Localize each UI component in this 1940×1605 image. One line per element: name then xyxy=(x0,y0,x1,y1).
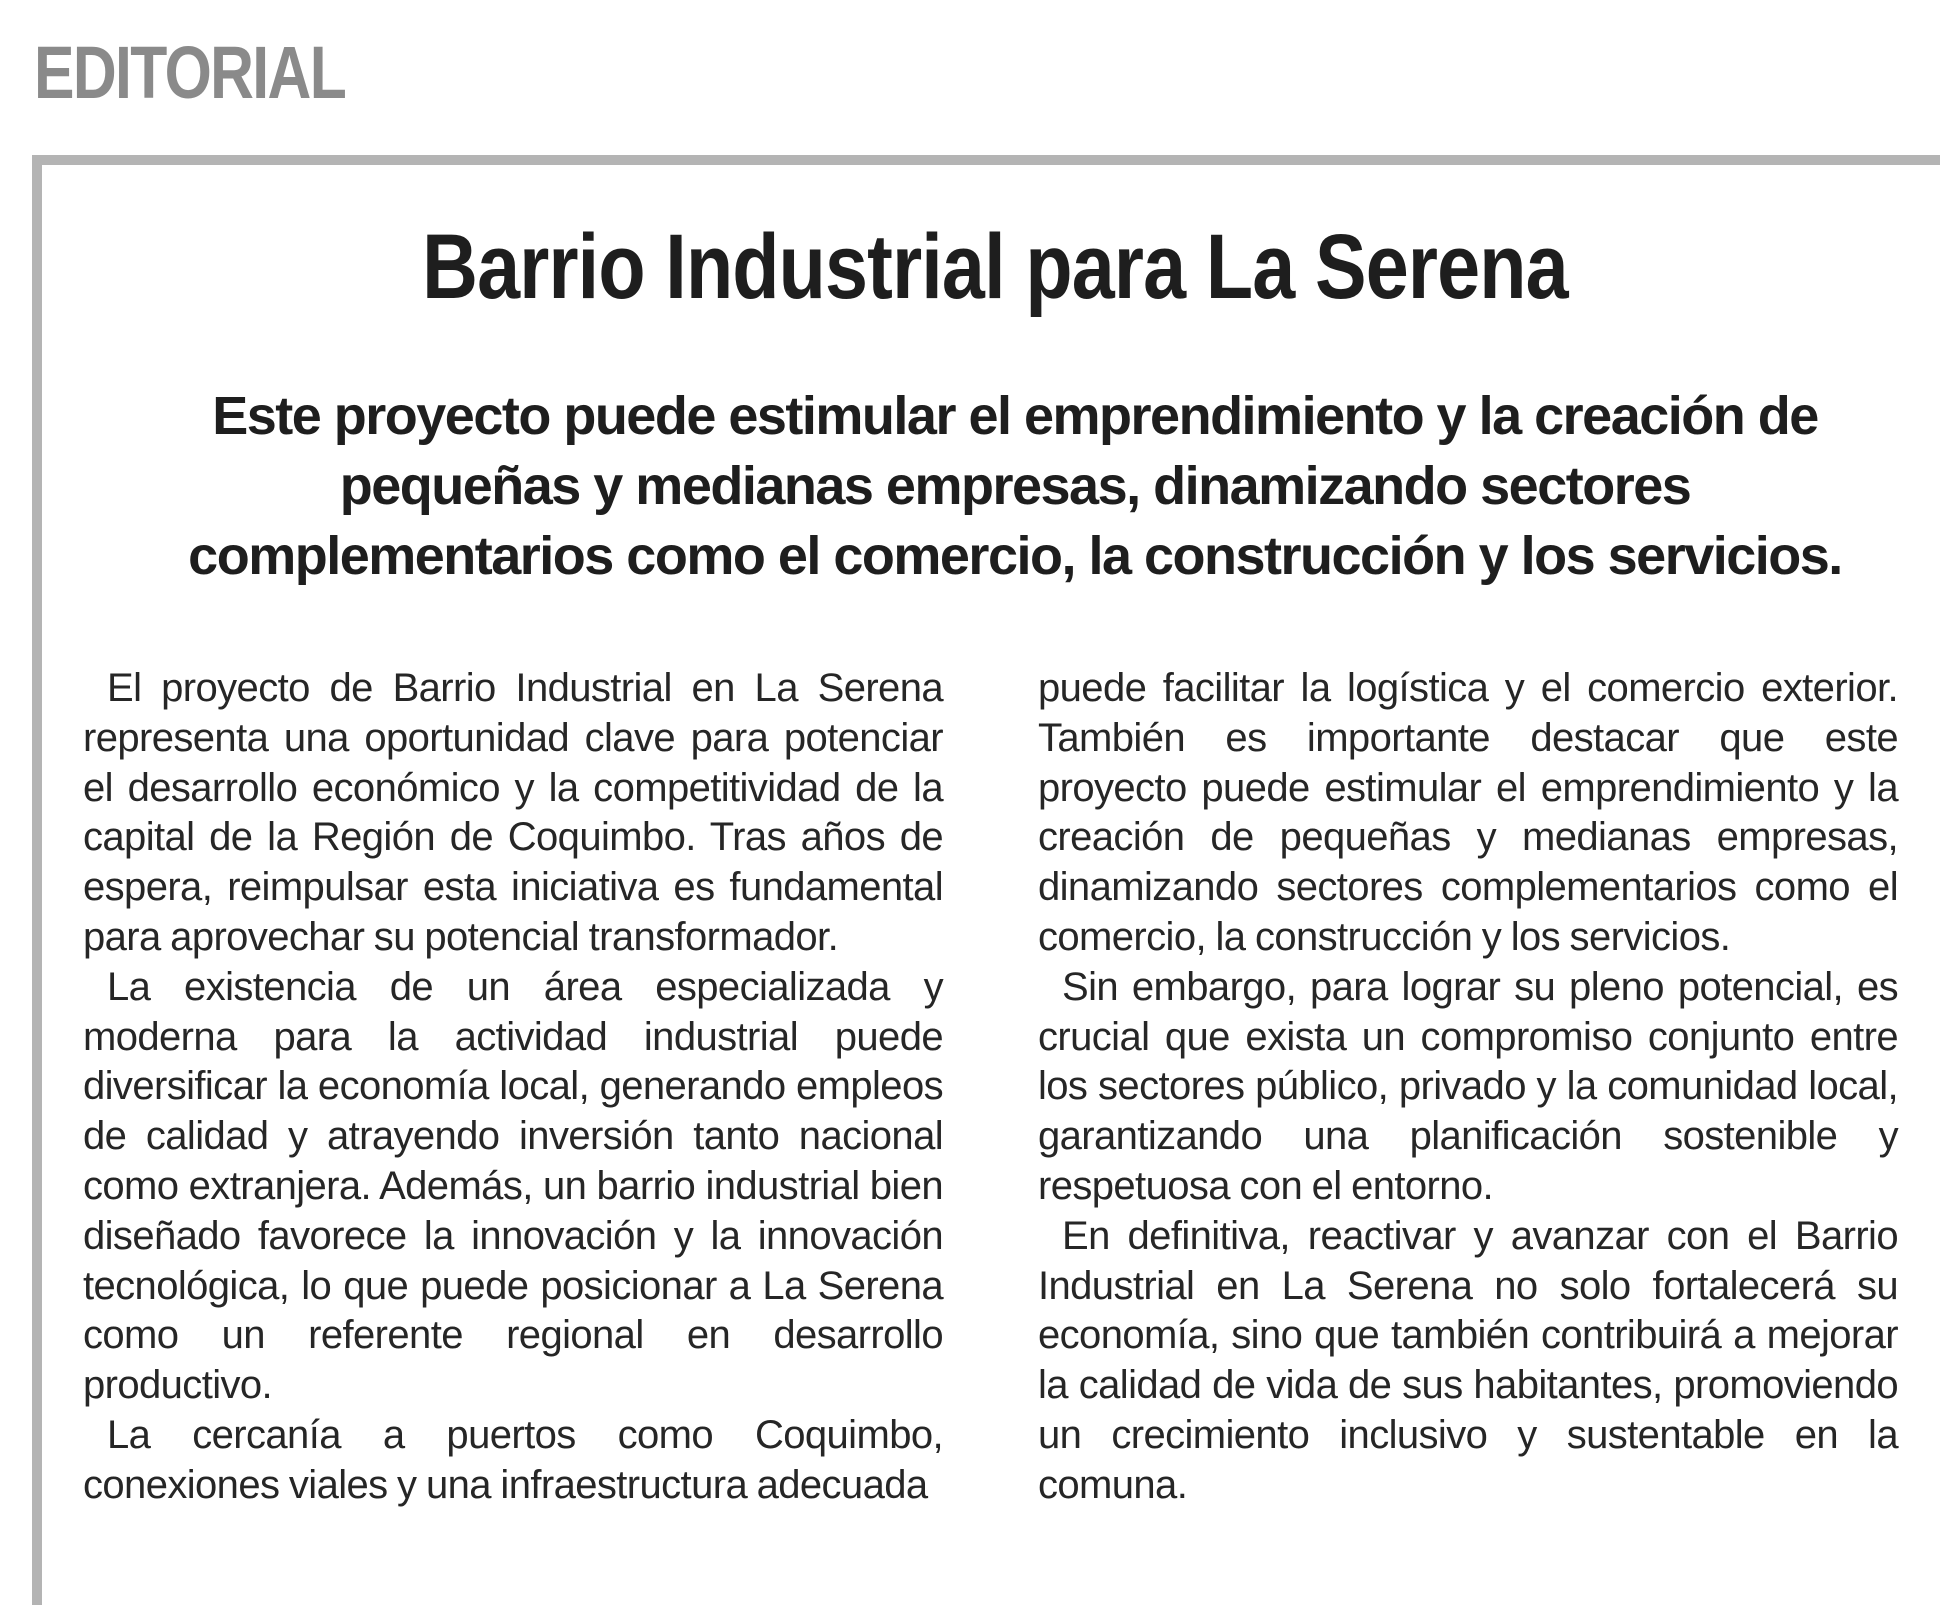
body-paragraph: Sin embargo, para lograr su pleno potencial, es crucial que exista un compromiso conjunto entre los sectores público, privado y la comunidad local, garantizando una planificación sostenible y respetuosa con el entorno. xyxy=(1038,964,1898,1208)
body-paragraph: La cercanía a puertos como Coquimbo, conexiones viales y una infraestructura adecuada xyxy=(83,1412,943,1507)
headline xyxy=(0,212,1940,322)
section-label: EDITORIAL xyxy=(34,31,346,114)
body-paragraph: La existencia de un área especializada y moderna para la actividad industrial puede diversificar la economía local, generando empleos de calidad y atrayendo inversión tanto nacional como extranjera. Además, un barrio industrial bien diseñado favorece la innovación y la innovación tecnológica, lo que puede posicionar a La Serena como un referente regional en desarrollo productivo. xyxy=(83,964,943,1408)
headline-text: Barrio Industrial para La Serena xyxy=(422,216,1568,318)
body-paragraph: En definitiva, reactivar y avanzar con el Barrio Industrial en La Serena no solo fortalecerá su economía, sino que también contribuirá a mejorar la calidad de vida de sus habitantes, promoviendo un crecimiento inclusivo y sustentable en la comuna. xyxy=(1038,1213,1898,1507)
body-column-left xyxy=(83,664,943,1511)
subheadline: Este proyecto puede estimular el emprendimiento y la creación de pequeñas y medianas empresas, dinamizando sectores complementarios como el comercio, la construcción y los servicios. xyxy=(188,386,1842,586)
body-paragraph: puede facilitar la logística y el comercio exterior. También es importante destacar que este proyecto puede estimular el emprendimiento y la creación de pequeñas y medianas empresas, dinamizando sectores complementarios como el comercio, la construcción y los servicios. xyxy=(1038,666,1898,959)
body-column-right xyxy=(1038,664,1898,1511)
body-paragraph: El proyecto de Barrio Industrial en La Serena representa una oportunidad clave para potenciar el desarrollo económico y la competitividad de la capital de la Región de Coquimbo. Tras años de espera, reimpulsar esta iniciativa es fundamental para aprovechar su potencial transformador. xyxy=(83,666,943,959)
